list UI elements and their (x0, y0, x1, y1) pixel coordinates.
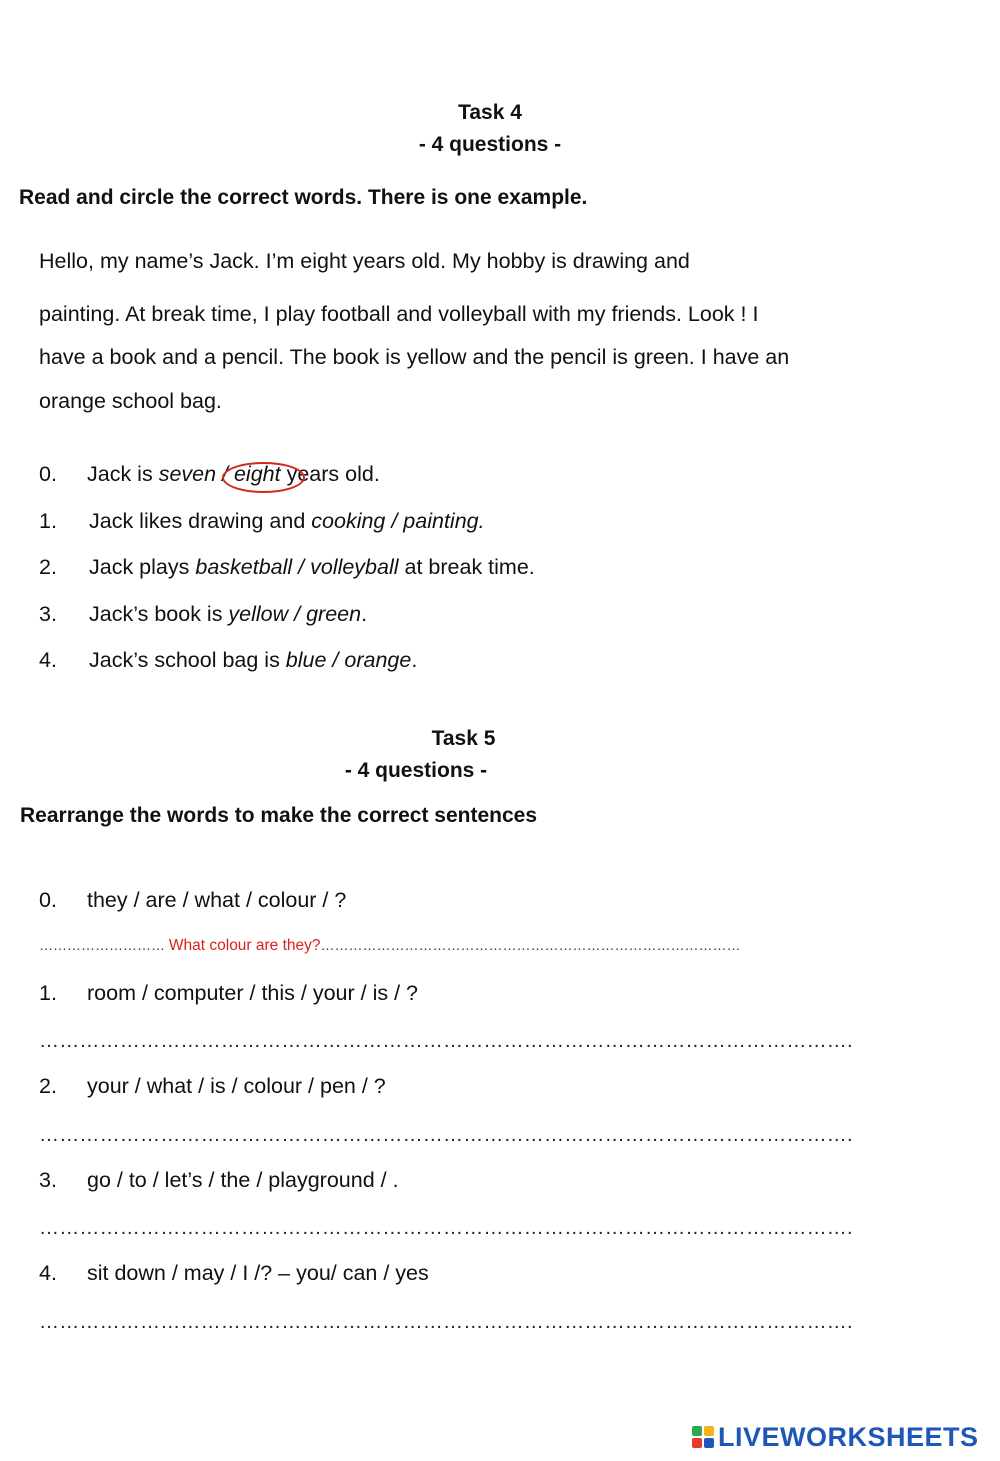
liveworksheets-logo-icon (692, 1426, 714, 1448)
answer-options[interactable]: seven / eight (158, 462, 281, 486)
question-text (89, 509, 485, 534)
question-prefix: Jack’s book is (89, 602, 229, 626)
question-prefix: Jack is (87, 462, 159, 486)
question-number: 3. (39, 1168, 57, 1192)
question-suffix: . (361, 602, 368, 626)
question-suffix: at break time. (398, 555, 535, 579)
question-number: 3. (39, 602, 57, 626)
dots: ……………………… (39, 937, 165, 953)
task4-question-4 (39, 648, 739, 676)
task4-question-3 (39, 602, 739, 630)
question-number: 4. (39, 648, 57, 672)
question-number: 2. (39, 1074, 57, 1098)
logo-text: LIVEWORKSHEETS (718, 1421, 979, 1452)
question-suffix: years old. (280, 462, 380, 486)
task4-instruction: Read and circle the correct words. There is one example. (19, 186, 588, 209)
task5-question-2 (39, 1074, 739, 1102)
task5-question-4 (39, 1261, 739, 1289)
example-answer: What colour are they? (168, 937, 321, 954)
question-number: 1. (39, 981, 57, 1005)
task5-question-3 (39, 1168, 739, 1196)
answer-line-2[interactable]: …………………………………………………………………………………………………………. (39, 1124, 853, 1146)
task5-subtitle: - 4 questions - (344, 759, 488, 782)
question-number: 2. (39, 555, 57, 579)
task5-title: Task 5 (431, 727, 496, 750)
scrambled-words: room / computer / this / your / is / ? (87, 981, 418, 1005)
question-text (89, 602, 367, 627)
question-text (89, 648, 417, 673)
answer-line-4[interactable]: …………………………………………………………………………………………………………. (39, 1311, 853, 1333)
answer-line-1[interactable]: …………………………………………………………………………………………………………. (39, 1030, 853, 1052)
answer-line-3[interactable]: …………………………………………………………………………………………………………. (39, 1217, 853, 1239)
question-number: 0. (39, 462, 57, 486)
question-number: 4. (39, 1261, 57, 1285)
answer-options[interactable]: cooking / painting. (311, 509, 485, 533)
scrambled-words: go / to / let’s / the / playground / . (87, 1168, 399, 1192)
answer-options[interactable]: blue / orange (285, 648, 412, 672)
dots: ……………………………………………………………………………… (320, 937, 741, 953)
task4-question-1 (39, 509, 739, 537)
question-number: 0. (39, 888, 57, 912)
question-suffix: . (411, 648, 418, 672)
task4-title: Task 4 (458, 101, 522, 124)
task4-subtitle: - 4 questions - (418, 133, 562, 156)
scrambled-words: your / what / is / colour / pen / ? (87, 1074, 386, 1098)
example-answer-line (39, 937, 739, 955)
example-answer-circle (222, 462, 305, 493)
passage-line: Hello, my name’s Jack. I’m eight years old. My hobby is drawing and (39, 249, 690, 273)
question-text (89, 555, 535, 580)
task5-instruction: Rearrange the words to make the correct sentences (20, 804, 538, 827)
task5-example (39, 888, 739, 916)
question-prefix: Jack’s school bag is (89, 648, 286, 672)
task4-question-2 (39, 555, 739, 583)
passage-line: have a book and a pencil. The book is yellow and the pencil is green. I have an (39, 345, 790, 369)
task4-question-0 (39, 462, 739, 490)
passage-line: painting. At break time, I play football and volleyball with my friends. Look ! I (39, 302, 759, 326)
question-prefix: Jack likes drawing and (89, 509, 312, 533)
liveworksheets-logo (692, 1420, 979, 1454)
task5-question-1 (39, 981, 739, 1009)
question-prefix: Jack plays (89, 555, 196, 579)
scrambled-words: they / are / what / colour / ? (87, 888, 347, 912)
answer-options[interactable]: yellow / green (228, 602, 362, 626)
answer-options[interactable]: basketball / volleyball (195, 555, 399, 579)
question-number: 1. (39, 509, 57, 533)
passage-line: orange school bag. (39, 389, 222, 413)
scrambled-words: sit down / may / I /? – you/ can / yes (87, 1261, 429, 1285)
